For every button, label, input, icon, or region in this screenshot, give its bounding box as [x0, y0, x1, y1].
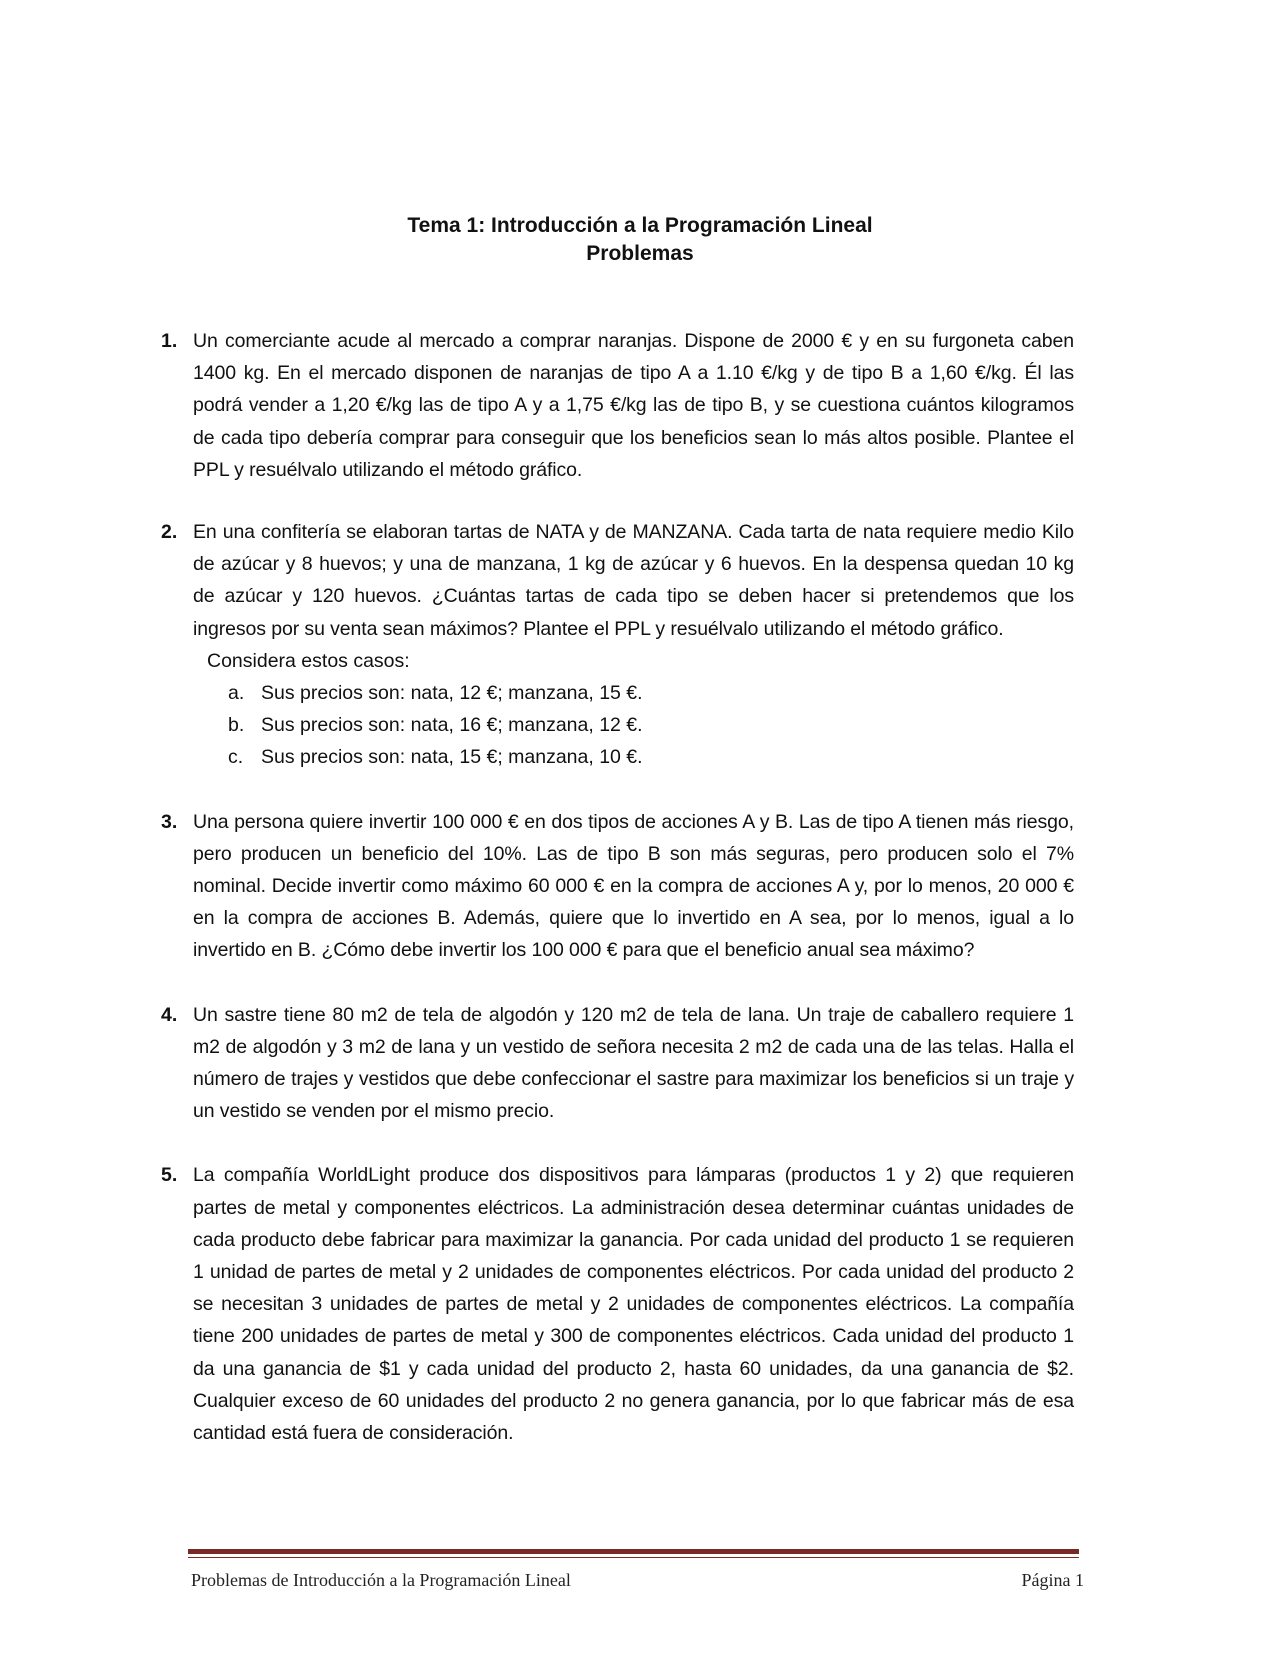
title-line-1: Tema 1: Introducción a la Programación Lineal [407, 214, 873, 237]
case-text: Sus precios son: nata, 12 €; manzana, 15 €. [261, 682, 643, 705]
footer-divider [188, 1549, 1079, 1554]
cases-heading: Considera estos casos: [207, 649, 410, 672]
case-item-a [193, 677, 1074, 709]
case-list [193, 677, 1074, 774]
problem-2 [161, 516, 1074, 774]
page-footer [191, 1568, 1084, 1592]
problem-number: 1. [161, 330, 178, 352]
problem-3 [161, 806, 1074, 967]
problem-number: 4. [161, 1003, 178, 1026]
problem-list [161, 325, 1074, 1449]
problem-4 [161, 999, 1074, 1128]
problem-text: Un comerciante acude al mercado a comprar naranjas. Dispone de 2000 € y en su furgoneta caben 1400 kg. En el mercado disponen de naranjas de tipo A a 1.10 €/kg y de tipo B a 1,60 €/kg. Él las podrá vender a 1,20 €/kg las de tipo A y a 1,75 €/kg las de tipo B, y se cuestiona cuántos kilogramos de cada tipo debería comprar para conseguir que los beneficios sean lo más altos posible. Plantee el PPL y resuélvalo utilizando el método gráfico. [193, 330, 1074, 481]
document-title [0, 212, 1280, 268]
problem-number: 2. [161, 521, 178, 544]
footer-document-title: Problemas de Introducción a la Programación Lineal [191, 1570, 571, 1590]
problem-number: 5. [161, 1164, 178, 1187]
problem-number: 3. [161, 810, 178, 833]
footer-divider-thin [188, 1557, 1079, 1558]
problem-text: Un sastre tiene 80 m2 de tela de algodón y 120 m2 de tela de lana. Un traje de caballero requiere 1 m2 de algodón y 3 m2 de lana y un vestido de señora necesita 2 m2 de cada una de las telas. Halla el número de trajes y vestidos que debe confeccionar el sastre para maximizar los beneficios si un traje y un vestido se venden por el mismo precio. [193, 1003, 1074, 1123]
case-letter: b. [228, 714, 245, 737]
title-line-2: Problemas [586, 242, 694, 265]
problem-text: En una confitería se elaboran tartas de NATA y de MANZANA. Cada tarta de nata requiere medio Kilo de azúcar y 8 huevos; y una de manzana, 1 kg de azúcar y 6 huevos. En la despensa quedan 10 kg de azúcar y 120 huevos. ¿Cuántas tartas de cada tipo se deben hacer si pretendemos que los ingresos por su venta sean máximos? Plantee el PPL y resuélvalo utilizando el método gráfico. [193, 521, 1074, 640]
case-text: Sus precios son: nata, 16 €; manzana, 12 €. [261, 714, 643, 737]
page-number: Página 1 [1021, 1570, 1084, 1590]
problem-text: La compañía WorldLight produce dos dispositivos para lámparas (productos 1 y 2) que requieren partes de metal y componentes eléctricos. La administración desea determinar cuántas unidades de cada producto debe fabricar para maximizar la ganancia. Por cada unidad del producto 1 se requieren 1 unidad de partes de metal y 2 unidades de componentes eléctricos. Por cada unidad del producto 2 se necesitan 3 unidades de partes de metal y 2 unidades de componentes eléctricos. La compañía tiene 200 unidades de partes de metal y 300 de componentes eléctricos. Cada unidad del producto 1 da una ganancia de $1 y cada unidad del producto 2, hasta 60 unidades, da una ganancia de $2. Cualquier exceso de 60 unidades del producto 2 no genera ganancia, por lo que fabricar más de esa cantidad está fuera de consideración. [193, 1164, 1074, 1445]
case-letter: c. [228, 746, 244, 769]
problem-text: Una persona quiere invertir 100 000 € en dos tipos de acciones A y B. Las de tipo A tienen más riesgo, pero producen un beneficio del 10%. Las de tipo B son más seguras, pero producen solo el 7% nominal. Decide invertir como máximo 60 000 € en la compra de acciones A y, por lo menos, 20 000 € en la compra de acciones B. Además, quiere que lo invertido en A sea, por lo menos, igual a lo invertido en B. ¿Cómo debe invertir los 100 000 € para que el beneficio anual sea máximo? [193, 810, 1074, 962]
case-item-b [193, 709, 1074, 741]
case-letter: a. [228, 682, 245, 705]
problem-5 [161, 1159, 1074, 1449]
case-item-c [193, 741, 1074, 773]
case-text: Sus precios son: nata, 15 €; manzana, 10 €. [261, 746, 643, 769]
problem-1 [161, 325, 1074, 486]
